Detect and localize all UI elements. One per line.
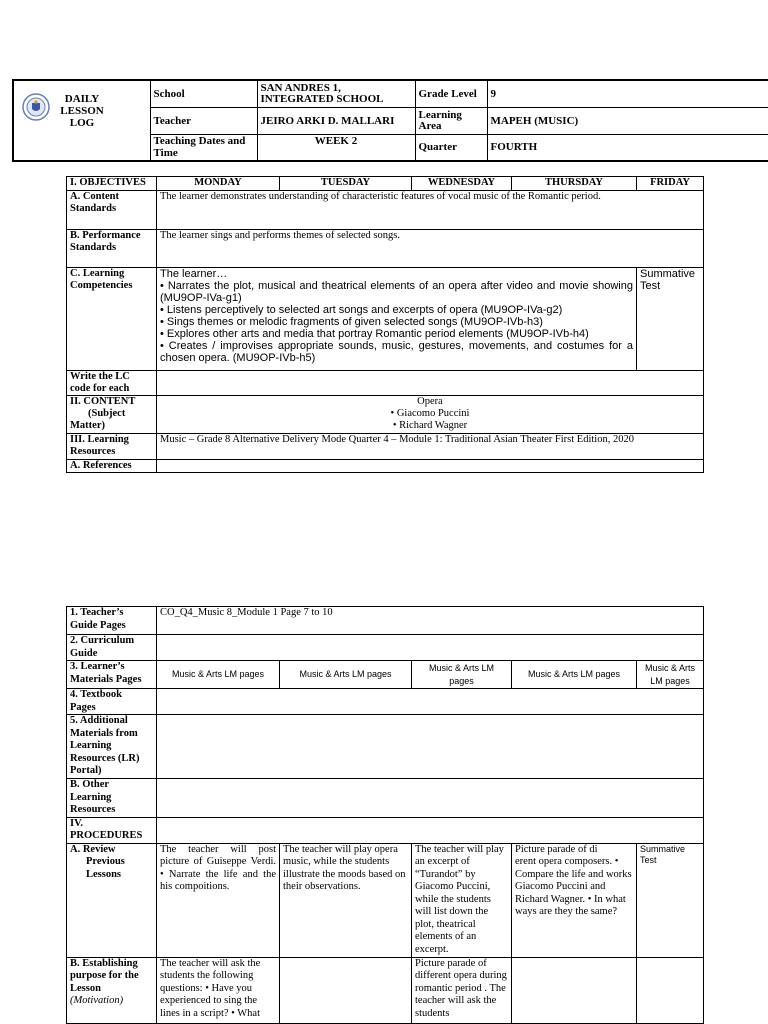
references-label: A. References	[67, 460, 157, 473]
competency-item: • Listens perceptively to selected art songs and excerpts of opera (MU9OP-IVa-g2)	[160, 304, 563, 316]
textbook-value	[157, 689, 704, 715]
school-value: SAN ANDRES 1, INTEGRATED SCHOOL	[257, 80, 415, 107]
day-monday: MONDAY	[157, 177, 280, 191]
content-standards-label: A. Content Standards	[67, 191, 157, 230]
additional-materials-label: 5. Additional Materials from Learning Resources (LR) Portal)	[67, 715, 157, 779]
friday-competency: Summative Test	[637, 268, 704, 371]
area-value: MAPEH (MUSIC)	[487, 107, 768, 134]
review-thursday: Picture parade of di ￿￿ erent opera composers. • Compare the life and works Giacomo Puccini and Richard Wagner. • In what ways are they the same?	[512, 843, 637, 957]
purpose-friday	[637, 957, 704, 1023]
review-friday: Summative Test	[637, 843, 704, 957]
dates-label: Teaching Dates and Time	[150, 134, 257, 161]
curriculum-guide-label: 2. Curriculum Guide	[67, 635, 157, 661]
learners-materials-label: 3. Learner’s Materials Pages	[67, 661, 157, 689]
textbook-label: 4. Textbook Pages	[67, 689, 157, 715]
objectives-heading: I. OBJECTIVES	[67, 177, 157, 191]
objectives-table	[66, 176, 704, 473]
lm-pages-monday: Music & Arts LM pages	[157, 661, 280, 689]
dates-value: WEEK 2	[257, 134, 415, 161]
day-friday: FRIDAY	[637, 177, 704, 191]
competency-item: • Sings themes or melodic fragments of given selected songs (MU9OP-IVb-h3)	[160, 316, 543, 328]
lm-pages-friday: Music & Arts LM pages	[637, 661, 704, 689]
review-tuesday: The teacher will play opera music, while the students illustrate the moods based on their observations.	[280, 843, 412, 957]
competency-item: • Creates / improvises appropriate sounds, music, gestures, movements, and costumes for a chosen opera. (MU9OP-IVb-h5)	[160, 340, 633, 364]
competencies-label: C. Learning Competencies	[67, 268, 157, 371]
other-resources-label: B. Other Learning Resources	[67, 779, 157, 818]
purpose-monday: The teacher will ask the students the following questions: • Have you experienced to sing the lines in a script? • What	[157, 957, 280, 1023]
lm-pages-thursday: Music & Arts LM pages	[512, 661, 637, 689]
resources-table	[66, 606, 704, 1024]
review-label: A. Review Previous Lessons	[67, 843, 157, 957]
logo-cell	[13, 80, 150, 161]
learning-resources-label: III. Learning Resources	[67, 434, 157, 460]
lm-pages-wednesday: Music & Arts LM pages	[412, 661, 512, 689]
teachers-guide-value: CO_Q4_Music 8_Module 1 Page 7 to 10	[157, 607, 704, 635]
teacher-label: Teacher	[150, 107, 257, 134]
teacher-value: JEIRO ARKI D. MALLARI	[257, 107, 415, 134]
review-monday: The teacher will post picture of Guiseppe Verdi. • Narrate the life and the his compoitions.	[157, 843, 280, 957]
procedures-label: IV. PROCEDURES	[67, 817, 157, 843]
dll-title: DAILY LESSON LOG	[60, 93, 104, 129]
performance-standards-label: B. Performance Standards	[67, 230, 157, 268]
content-standards-text: The learner demonstrates understanding of characteristic features of vocal music of the Romantic period.	[157, 191, 704, 230]
quarter-value: FOURTH	[487, 134, 768, 161]
learning-resources-text: Music – Grade 8 Alternative Delivery Mode Quarter 4 – Module 1: Traditional Asian Theater First Edition, 2020	[157, 434, 704, 460]
competency-item: • Explores other arts and media that portray Romantic period elements (MU9OP-IVb-h4)	[160, 328, 589, 340]
lm-pages-tuesday: Music & Arts LM pages	[280, 661, 412, 689]
references-value	[157, 460, 704, 473]
purpose-label: B. Establishing purpose for the Lesson (Motivation)	[67, 957, 157, 1023]
grade-value: 9	[487, 80, 768, 107]
content-section-label: II. CONTENT (Subject Matter)	[67, 396, 157, 434]
purpose-tuesday	[280, 957, 412, 1023]
curriculum-guide-value	[157, 635, 704, 661]
performance-standards-text: The learner sings and performs themes of selected songs.	[157, 230, 704, 268]
purpose-thursday	[512, 957, 637, 1023]
additional-materials-value	[157, 715, 704, 779]
header-table	[12, 79, 768, 162]
content-items: Opera • Giacomo Puccini • Richard Wagner	[157, 396, 704, 434]
procedures-value	[157, 817, 704, 843]
grade-label: Grade Level	[415, 80, 487, 107]
teachers-guide-label: 1. Teacher’s Guide Pages	[67, 607, 157, 635]
competency-item: • Narrates the plot, musical and theatrical elements of an opera after video and movie showing (MU9OP-IVa-g1)	[160, 280, 633, 304]
review-wednesday: The teacher will play an excerpt of “Turandot” by Giacomo Puccini, while the students will list down the plot, theatrical elements of an excerpt.	[412, 843, 512, 957]
day-tuesday: TUESDAY	[280, 177, 412, 191]
competencies-list: The learner… • Narrates the plot, musical and theatrical elements of an opera after video and movie showing (MU9OP-IVa-g1) • Listens perceptively to selected art songs and excerpts of opera (MU9OP-IVa-g2) • Sings themes or melodic fragments of given selected songs (MU9OP-IVb-h3) • Explores other arts and media that portray Romantic period elements (MU9OP-IVb-h4) • Creates / improvises appropriate sounds, music, gestures, movements, and costumes for a chosen opera. (MU9OP-IVb-h5)	[157, 268, 637, 371]
school-label: School	[150, 80, 257, 107]
lc-code-label: Write the LC code for each	[67, 371, 157, 396]
other-resources-value	[157, 779, 704, 818]
quarter-label: Quarter	[415, 134, 487, 161]
area-label: Learning Area	[415, 107, 487, 134]
day-thursday: THURSDAY	[512, 177, 637, 191]
day-wednesday: WEDNESDAY	[412, 177, 512, 191]
purpose-wednesday: Picture parade of different opera during romantic period . The teacher will ask the students	[412, 957, 512, 1023]
lc-code-value	[157, 371, 704, 396]
